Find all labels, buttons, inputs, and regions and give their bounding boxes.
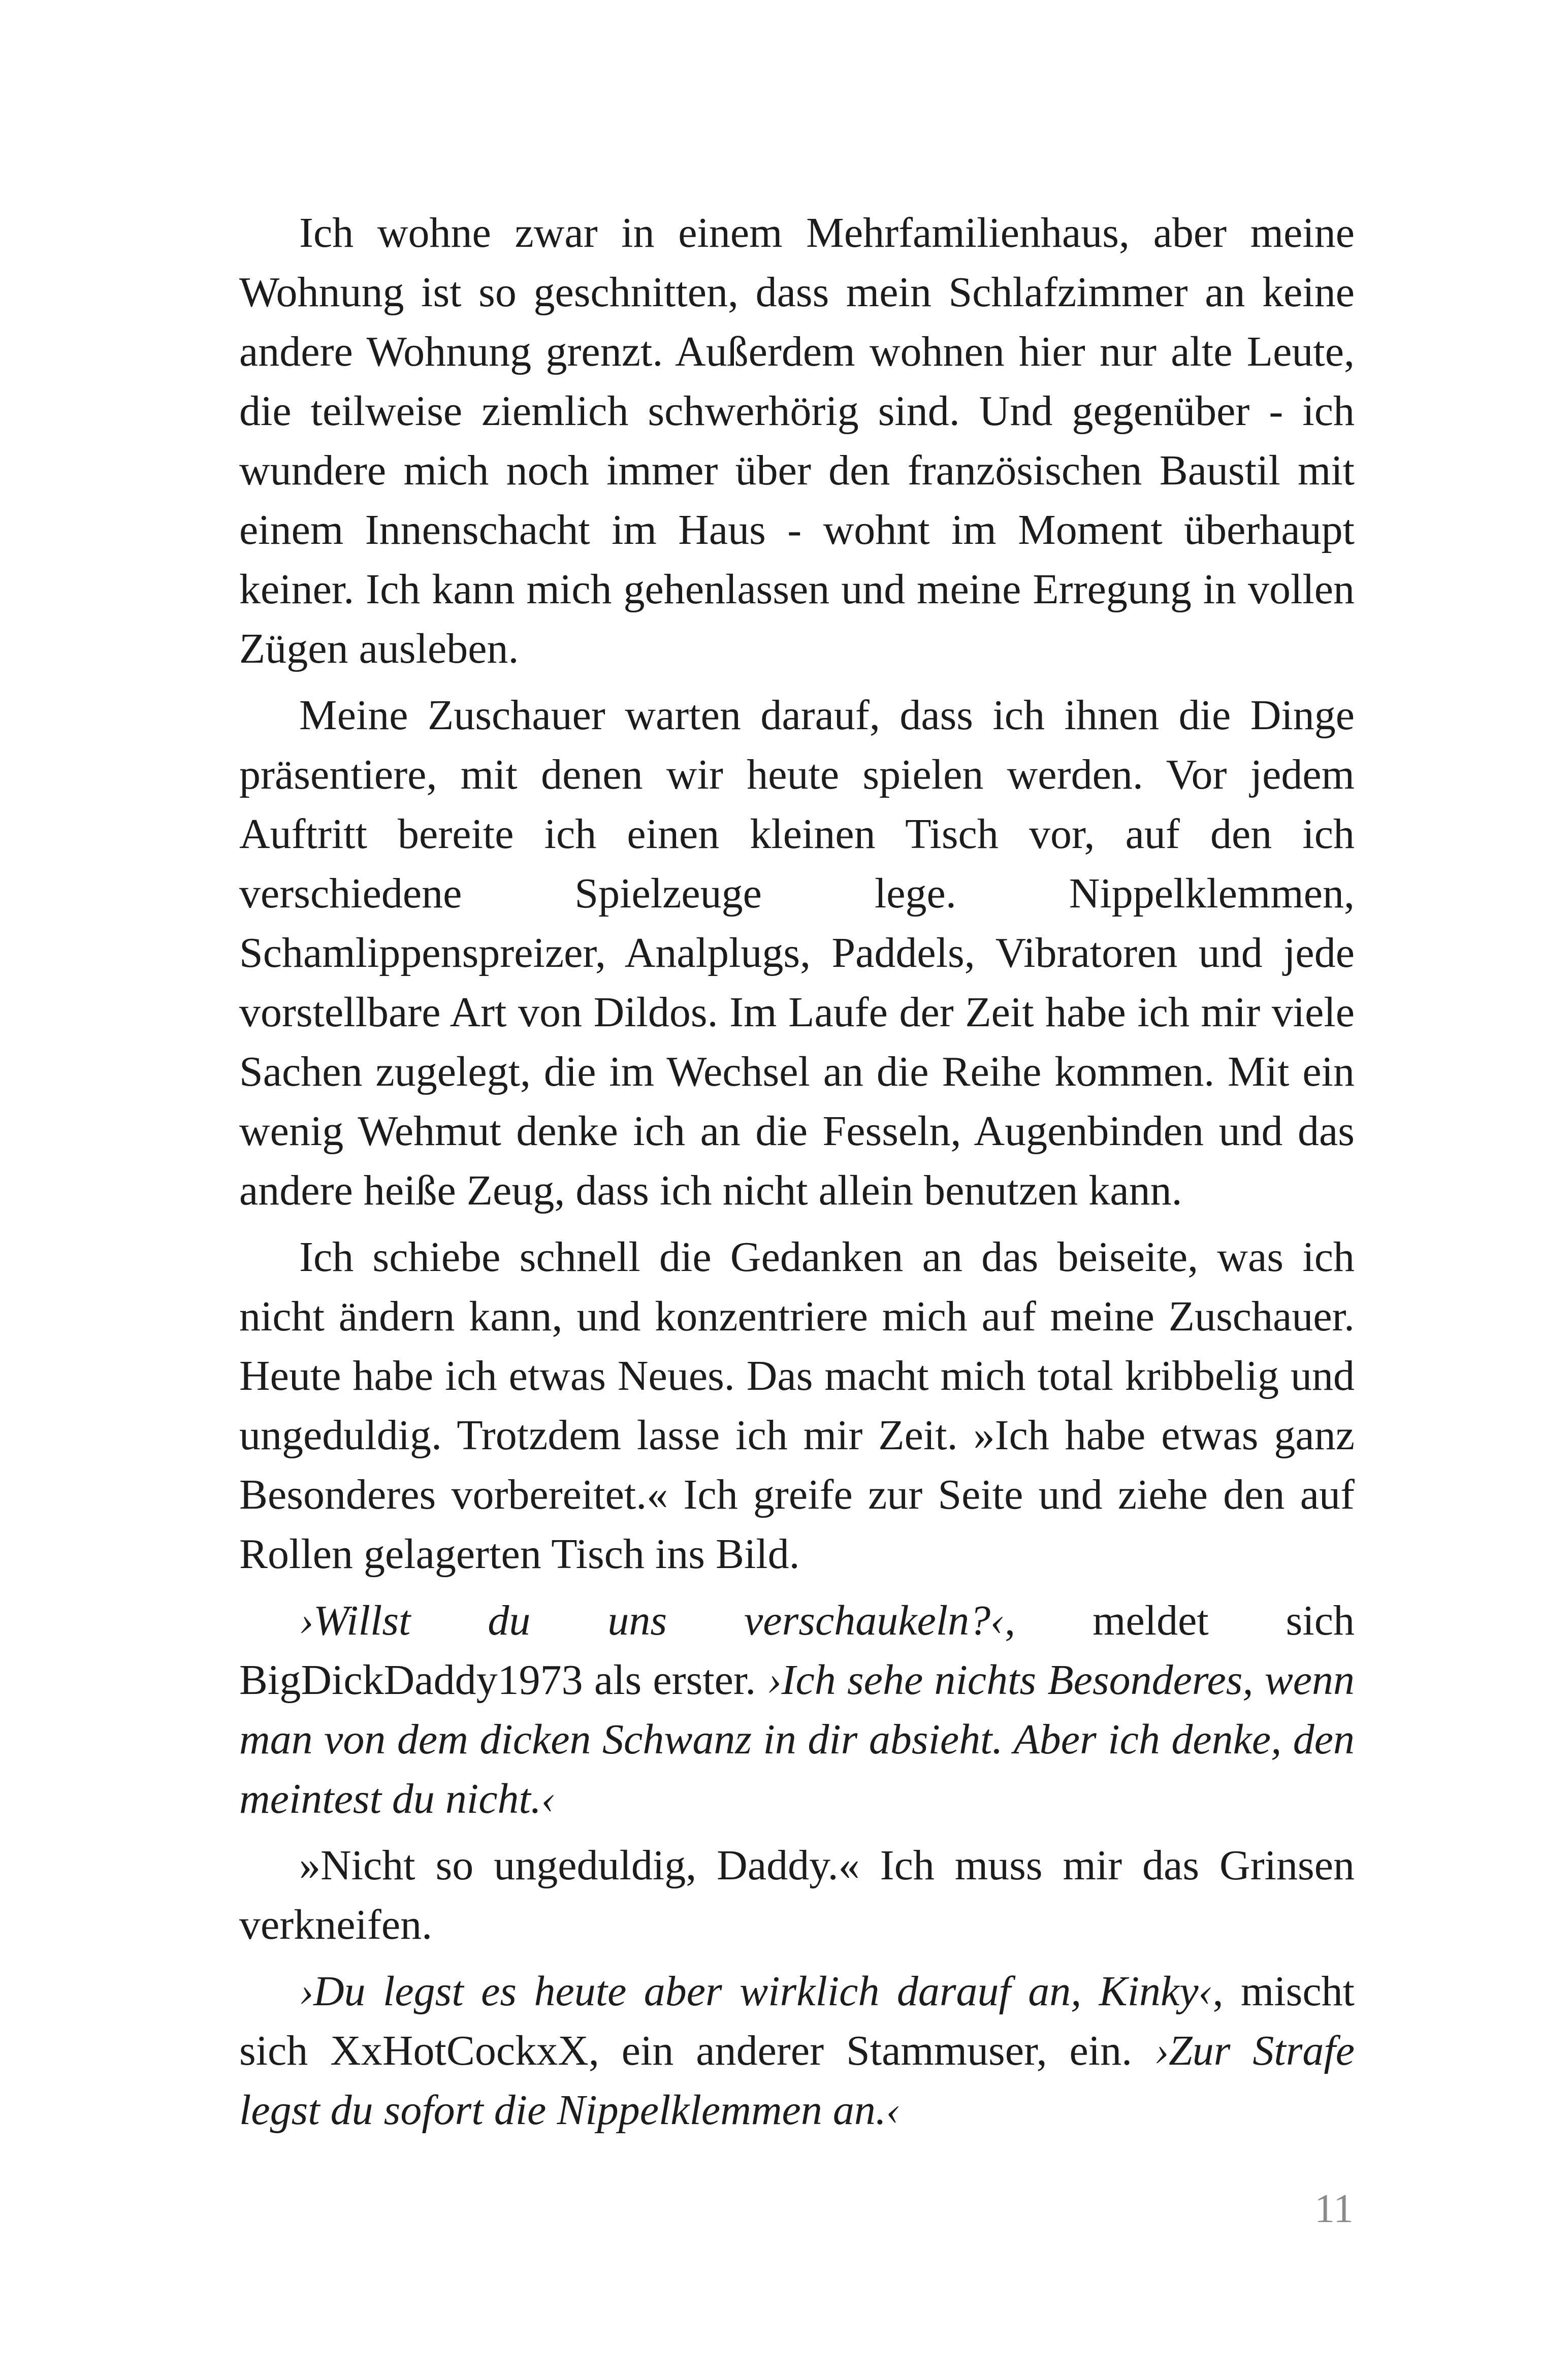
text-segment: Meine Zuschauer warten darauf, dass ich ihnen die Dinge präsentiere, mit denen wir heute spielen werden. Vor jedem Auftritt bereite ich einen kleinen Tisch vor, auf den ich verschiedene Spielzeuge lege. Nippelklemmen, Schamlippenspreizer, Analplugs, Paddels, Vibratoren und jede vorstellbare Art von Dildos. Im Laufe der Zeit habe ich mir viele Sachen zugelegt, die im Wechsel an die Reihe kommen. Mit ein wenig Wehmut denke ich an die Fesseln, Augenbinden und das andere heiße Zeug, dass ich nicht allein benutzen kann. <box>239 692 1355 1214</box>
text-segment: , meldet sich BigDickDaddy1973 als erster. <box>239 1597 1355 1704</box>
paragraph <box>239 1836 1355 1954</box>
chat-message: ›Willst du uns verschaukeln?‹ <box>299 1597 1005 1644</box>
paragraph <box>239 1962 1355 2140</box>
paragraph <box>239 1591 1355 1829</box>
chat-message: ›Zur Strafe legst du sofort die Nippelklemmen an.‹ <box>239 2027 1355 2134</box>
text-segment: »Nicht so ungeduldig, Daddy.« Ich muss mir das Grinsen verkneifen. <box>239 1842 1355 1948</box>
paragraph <box>239 1227 1355 1584</box>
page-number: 11 <box>1314 2187 1354 2231</box>
chat-message: ›Du legst es heute aber wirklich darauf an, Kinky‹ <box>299 1968 1213 2015</box>
text-segment: Ich wohne zwar in einem Mehrfamilienhaus, aber meine Wohnung ist so geschnitten, dass mein Schlafzimmer an keine andere Wohnung grenzt. Außerdem wohnen hier nur alte Leute, die teilweise ziemlich schwerhörig sind. Und gegenüber - ich wundere mich noch immer über den französischen Baustil mit einem Innenschacht im Haus - wohnt im Moment überhaupt keiner. Ich kann mich gehenlassen und meine Erregung in vollen Zügen ausleben. <box>239 209 1355 672</box>
chat-message: ›Ich sehe nichts Besonderes, wenn man von dem dicken Schwanz in dir absieht. Aber ich denke, den meintest du nicht.‹ <box>239 1656 1355 1822</box>
body-text <box>239 203 1355 2140</box>
paragraph <box>239 203 1355 678</box>
paragraph <box>239 686 1355 1220</box>
text-segment: , mischt sich XxHotCockxX, ein anderer Stammuser, ein. <box>239 1968 1355 2074</box>
text-segment: Ich schiebe schnell die Gedanken an das beiseite, was ich nicht ändern kann, und konzentriere mich auf meine Zuschauer. Heute habe ich etwas Neues. Das macht mich total kribbelig und ungeduldig. Trotzdem lasse ich mir Zeit. »Ich habe etwas ganz Besonderes vorbereitet.« Ich greife zur Seite und ziehe den auf Rollen gelagerten Tisch ins Bild. <box>239 1233 1355 1578</box>
